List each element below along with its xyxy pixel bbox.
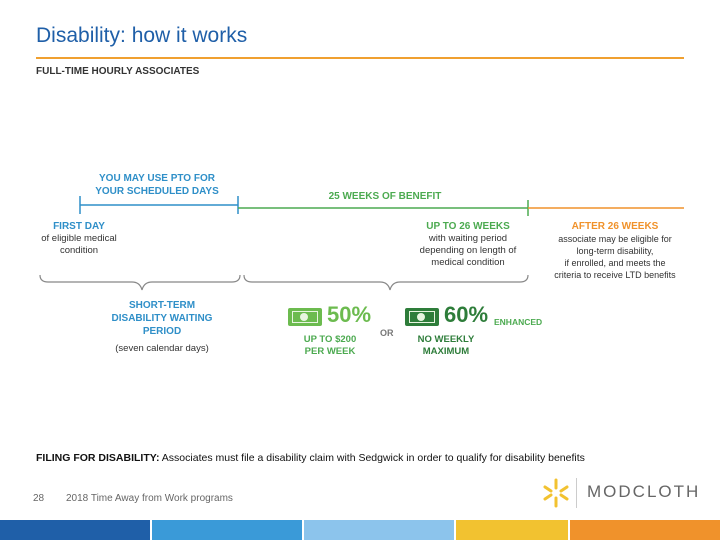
footer-bar-segment [0,520,150,540]
filing-note [36,452,585,464]
option-b-detail: NO WEEKLY MAXIMUM [417,334,475,357]
money-icon [405,308,439,326]
page-title: Disability: how it works [36,24,248,47]
option-a-percent: 50% [327,302,372,327]
page-subtitle: FULL-TIME HOURLY ASSOCIATES [36,66,200,77]
std-wait-bracket [40,275,240,290]
or-label: OR [380,328,394,338]
brand-logo: MODCLOTH [587,482,701,501]
footer-bar-segment [304,520,454,540]
up-to-26-weeks-heading: UP TO 26 WEEKS [426,221,510,232]
footer-bar-segment [570,520,720,540]
benefit-weeks-label: 25 WEEKS OF BENEFIT [328,191,442,202]
footer-bar-segment [152,520,302,540]
up-to-26-weeks-block: UP TO 26 WEEKS with waiting period depending on length of medical condition [406,221,530,269]
first-day-heading: FIRST DAY [53,221,105,232]
filing-label: FILING FOR DISABILITY: [36,452,160,464]
pto-label: YOU MAY USE PTO FOR YOUR SCHEDULED DAYS [95,173,219,197]
benefit-options-bracket [244,275,528,290]
footer-doc-title: 2018 Time Away from Work programs [66,493,233,504]
option-a-detail: UP TO $200 PER WEEK [303,334,357,357]
logo-sparkle-icon [542,478,570,508]
filing-text: Associates must file a disability claim with Sedgwick in order to qualify for disability benefits [159,452,585,464]
after-26-weeks-block: AFTER 26 WEEKS associate may be eligible for long-term disability, if enrolled, and meets the criteria to receive LTD benefits [544,221,686,281]
option-b-tag: ENHANCED [494,317,543,327]
logo-divider [576,478,577,508]
after-26-weeks-heading: AFTER 26 WEEKS [571,221,659,232]
money-icon [288,308,322,326]
option-b-percent: 60% [444,302,489,327]
footer-bar-segment [456,520,568,540]
std-waiting-block: SHORT-TERM DISABILITY WAITING PERIOD (seven calendar days) [111,300,213,354]
first-day-block: FIRST DAY of eligible medical condition [28,221,130,257]
page-number: 28 [33,493,45,504]
